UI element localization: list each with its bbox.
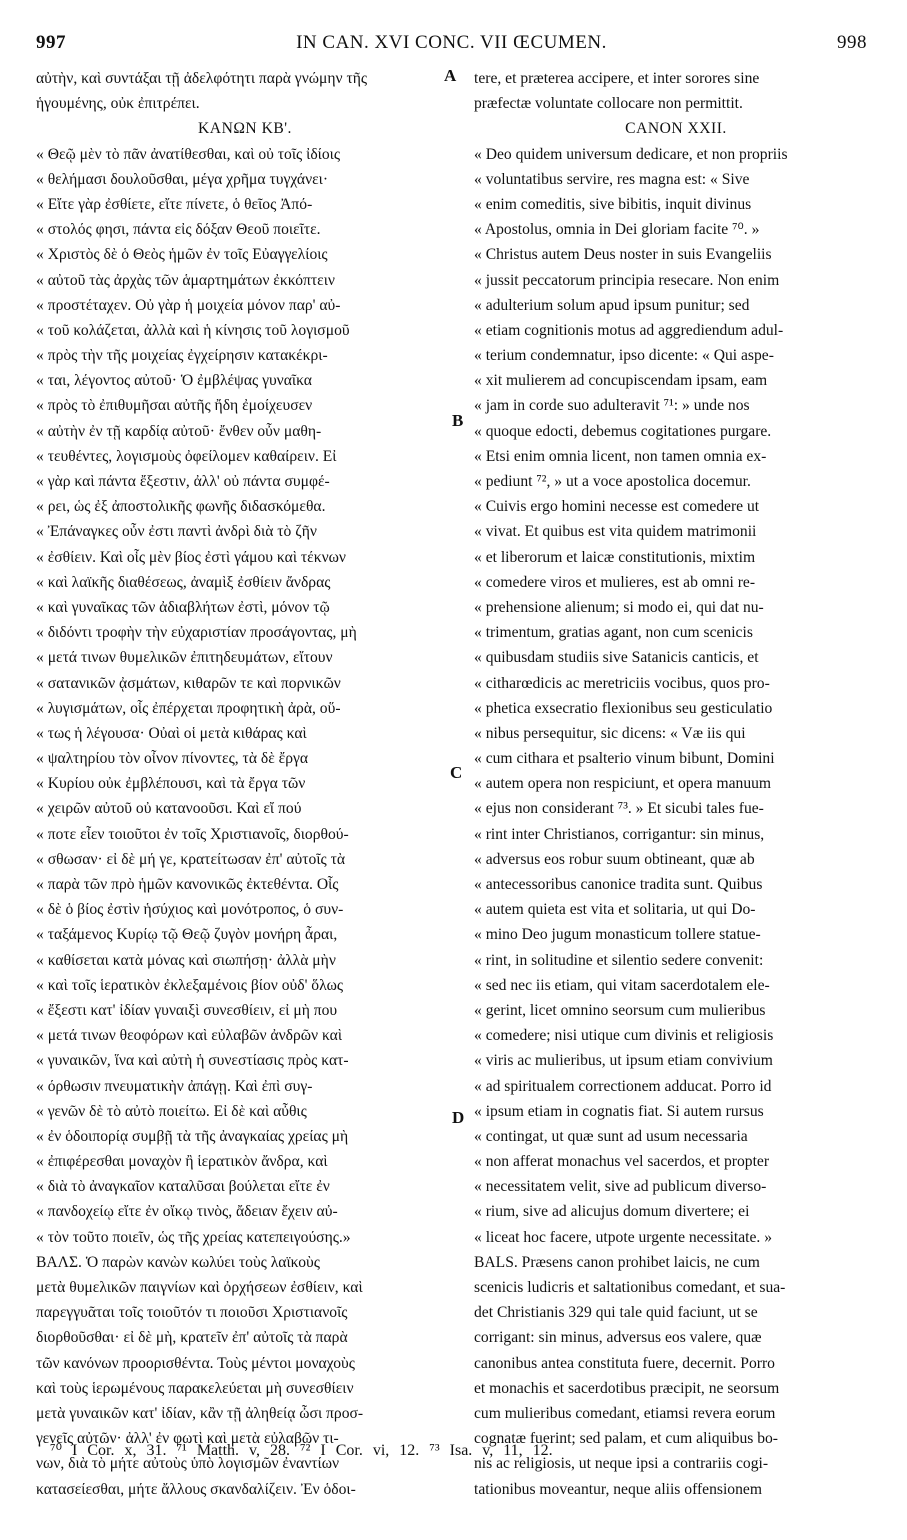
right-text-line: « rium, sive ad alicujus domum divertere; ei [474,1203,750,1221]
right-text-line: « quoque edocti, debemus cogitationes purgare. [474,422,772,440]
right-text-line: det Christianis 329 qui tale quid faciunt, ut se [474,1304,758,1322]
right-text-line: « contingat, ut quæ sunt ad usum necessaria [474,1127,748,1145]
left-text-line: καὶ τοὺς ἱερωμένους παρακελεύεται μὴ συνεσθίειν [36,1379,354,1397]
left-text-line: « μετά τινων θεοφόρων καὶ εὐλαβῶν ἀνδρῶν καὶ [36,1027,343,1045]
right-text-line: « adversus eos robur suum obtineant, quæ ab [474,850,755,868]
right-text-line: « comedere; nisi utique cum divinis et religiosis [474,1027,774,1045]
left-text-line: « σατανικῶν ᾀσμάτων, κιθαρῶν τε καὶ πορνικῶν [36,674,341,692]
right-canon-heading: CANON XXII. [625,120,727,138]
left-text-line: « καθίσεται κατὰ μόνας καὶ σιωπήσῃ· ἀλλὰ μὴν [36,951,336,969]
right-text-line: « mino Deo jugum monasticum tollere statue- [474,926,761,944]
left-text-line: « τευθέντες, λογισμοὺς ὀφείλομεν καθαίρειν. Εἰ [36,447,337,465]
right-text-line: « autem opera non respiciunt, et opera manuum [474,775,772,793]
right-text-line: « jussit peccatorum principia resecare. Non enim [474,271,780,289]
left-text-line: « τοῦ κολάζεται, ἀλλὰ καὶ ἡ κίνησις τοῦ λογισμοῦ [36,321,350,339]
page-number-left: 997 [36,32,66,53]
left-text-line: « Κυρίου οὐκ ἐμβλέπουσι, καὶ τὰ ἔργα τῶν [36,775,306,793]
left-text-line: « λυγισμάτων, οἷς ἐπέρχεται προφητικὴ ἀρὰ, οὕ- [36,699,341,717]
right-text-line: tere, et præterea accipere, et inter sorores sine [474,70,760,87]
left-text-line: ΒΑΛΣ. Ὁ παρὼν κανὼν κωλύει τοὺς λαϊκοὺς [36,1253,320,1271]
right-text-line: « quibusdam studiis sive Satanicis canticis, et [474,649,759,667]
margin-letter-c: C [450,763,463,782]
left-text-line: αὐτὴν, καὶ συντάξαι τῇ ἀδελφότητι παρὰ γνώμην τῆς [36,70,368,87]
right-text-line: « adulterium solum apud ipsum punitur; sed [474,296,750,314]
right-text-line: « Christus autem Deus noster in suis Evangeliis [474,246,772,264]
right-text-line: « ipsum etiam in cognatis fiat. Si autem rursus [474,1102,764,1120]
right-text-line: « rint, in solitudine et silentio sedere convenit: [474,951,764,969]
right-text-line: « Deo quidem universum dedicare, et non propriis [474,145,788,163]
right-text-line: « Apostolus, omnia in Dei gloriam facite ⁷⁰. » [474,221,760,239]
left-text-line: « καὶ τοῖς ἱερατικὸν ἐκλεξαμένοις βίον οὐδ' ὅλως [36,976,344,994]
left-text-line: « διὰ τὸ ἀναγκαῖον καταλῦσαι βούλεται εἴτε ἐν [36,1178,330,1196]
left-text-line: « ψαλτηρίου τὸν οἶνον πίνοντες, τὰ δὲ ἔργα [36,750,309,768]
right-text-line: « citharœdicis ac meretriciis vocibus, quos pro- [474,674,770,692]
running-title: IN CAN. XVI CONC. VII ŒCUMEN. [296,32,607,53]
left-text-line: « γυναικῶν, ἵνα καὶ αὐτὴ ἡ συνεστίασις πρὸς κατ- [36,1052,349,1070]
right-text-line: « ejus non considerant ⁷³. » Et sicubi tales fue- [474,800,764,818]
left-text-line: ἡγουμένης, οὐκ ἐπιτρέπει. [36,95,200,113]
left-text-line: κατασείεσθαι, μήτε ἄλλους σκανδαλίζειν. Ἐν ὁδοι- [36,1480,356,1498]
right-text-line: « Etsi enim omnia licent, non tamen omnia ex- [474,447,767,465]
left-text-line: « ται, λέγοντος αὐτοῦ· Ὁ ἐμβλέψας γυναῖκα [36,372,312,390]
left-text-line: μετὰ θυμελικῶν παιγνίων καὶ ὀρχήσεων ἐσθίειν, καὶ [36,1279,363,1296]
right-text-line: « etiam cognitionis motus ad aggrediendum adul- [474,321,784,339]
right-text-line: nis ac religiosis, ut neque ipsi a contrariis cogi- [474,1455,769,1473]
running-header [36,32,867,58]
right-text-line: « jam in corde suo adulteravit ⁷¹: » unde nos [474,397,750,415]
left-text-line: μετὰ γυναικῶν κατ' ἰδίαν, κἂν τῇ ἀληθείᾳ ὦσι προσ- [36,1404,364,1422]
latin-column [474,66,878,1502]
right-text-line: « liceat hoc facere, utpote urgente necessitate. » [474,1228,773,1246]
page-number-right: 998 [837,32,867,53]
greek-column [36,66,457,1502]
right-text-line: « ad spiritualem correctionem adducat. Porro id [474,1077,772,1095]
right-text-line: « gerint, licet omnino seorsum cum mulieribus [474,1001,766,1019]
right-text-line: « rint inter Christianos, corrigantur: sin minus, [474,825,765,843]
margin-letter-b: B [452,411,464,430]
left-text-line: τῶν κανόνων προορισθέντα. Τοὺς μέντοι μοναχοὺς [36,1354,355,1372]
right-text-line: « non afferat monachus vel sacerdos, et propter [474,1153,770,1171]
right-text-line: « autem quieta est vita et solitaria, ut qui Do- [474,901,756,919]
left-text-line: γενεῖς αὐτῶν· ἀλλ' ἐν φωτὶ καὶ μετὰ εὐλαβῶν τι- [36,1430,339,1448]
left-text-line: « προστέταχεν. Οὐ γὰρ ἡ μοιχεία μόνον παρ' αὐ- [36,296,341,314]
right-text-line: « pediunt ⁷², » ut a voce apostolica docemur. [474,473,751,490]
left-text-line: « σθωσαν· εἰ δὲ μή γε, κρατείτωσαν ἐπ' αὐτοῖς τὰ [36,850,346,868]
margin-letter-d: D [452,1108,465,1127]
left-text-line: « ἐσθίειν. Καὶ οἷς μὲν βίος ἐστὶ γάμου καὶ τέκνων [36,548,346,566]
right-text-line: cum mulieribus comedant, etiamsi revera eorum [474,1404,776,1422]
right-text-line: « enim comeditis, sive bibitis, inquit divinus [474,195,752,213]
left-text-line: « ἐπιφέρεσθαι μοναχὸν ἢ ἱερατικὸν ἄνδρα, καὶ [36,1153,328,1171]
right-text-line: cognatæ fuerint; sed palam, et cum aliquibus bo- [474,1430,779,1448]
left-text-line: « γενῶν δὲ τὸ αὐτὸ ποιείτω. Εἰ δὲ καὶ αὖθις [36,1102,307,1120]
right-text-line: « cum cithara et psalterio vinum bibunt, Domini [474,750,775,768]
left-text-line: « ποτε εἶεν τοιοῦτοι ἐν τοῖς Χριστιανοῖς, διορθού- [36,825,349,843]
right-text-line: « voluntatibus servire, res magna est: « Sive [474,170,750,188]
left-text-line: « Εἴτε γὰρ ἐσθίετε, εἴτε πίνετε, ὁ θεῖος Ἀπό- [36,195,313,213]
right-text-line: « antecessoribus canonice tradita sunt. Quibus [474,876,763,893]
left-text-line: « μετά τινων θυμελικῶν ἐπιτηδευμάτων, εἴτουν [36,649,333,667]
margin-letter-a: A [444,66,457,85]
right-text-line: canonibus antea constituta fuere, decernit. Porro [474,1354,775,1372]
right-text-line: tationibus moveantur, neque aliis offensionem [474,1480,762,1498]
left-text-line: « τως ἡ λέγουσα· Οὐαὶ οἱ μετὰ κιθάρας καὶ [36,724,307,742]
right-text-line: « sed nec iis etiam, qui vitam sacerdotalem ele- [474,976,770,994]
right-text-line: et monachis et sacerdotibus præcipit, ne seorsum [474,1379,780,1397]
left-text-line: « χειρῶν αὐτοῦ οὐ κατανοοῦσι. Καὶ εἴ πού [36,800,302,818]
left-text-line: « πρὸς τὴν τῆς μοιχείας ἐγχείρησιν κατακέκρι- [36,347,328,365]
left-text-line: « θελήμασι δουλοῦσθαι, μέγα χρῆμα τυγχάνει· [36,170,329,188]
left-text-line: « Χριστὸς δὲ ὁ Θεὸς ἡμῶν ἐν τοῖς Εὐαγγελίοις [36,246,328,264]
left-text-line: « καὶ γυναῖκας τῶν ἀδιαβλήτων ἐστὶ, μόνον τῷ [36,598,330,616]
left-text-line: « αὐτὴν ἐν τῇ καρδίᾳ αὐτοῦ· ἔνθεν οὖν μαθη- [36,422,322,440]
left-text-line: « τὸν τοῦτο ποιεῖν, ὡς τῆς χρείας κατεπειγούσης.» [36,1228,351,1246]
right-text-line: « terium condemnatur, ipso dicente: « Qui aspe- [474,347,774,365]
footnotes: ⁷⁰ I Cor. x, 31. ⁷¹ Matth. v, 28. ⁷² I Cor. vi, 12. ⁷³ Isa. v, 11, 12. [50,1442,553,1459]
right-text-line: « phetica exsecratio flexionibus seu gesticulatio [474,699,773,717]
right-text-line: BALS. Præsens canon prohibet laicis, ne cum [474,1253,760,1271]
right-text-line: « viris ac mulieribus, ut ipsum etiam convivium [474,1052,773,1070]
right-text-line: « necessitatem velit, sive ad publicum diverso- [474,1178,767,1196]
left-text-line: παρεγγυᾶται τοῖς τοιοῦτόν τι ποιοῦσι Χριστιανοῖς [36,1304,348,1322]
left-text-line: « δὲ ὁ βίος ἐστὶν ἡσύχιος καὶ μονότροπος, ὁ συν- [36,901,344,919]
left-text-line: « πανδοχείῳ εἴτε ἐν οἴκῳ τινὸς, ἄδειαν ἔχειν αὐ- [36,1203,338,1221]
left-text-line: « όρθωσιν πνευματικὴν ἀπάγῃ. Καὶ ἐπὶ συγ- [36,1077,313,1095]
left-text-line: « γὰρ καὶ πάντα ἔξεστιν, ἀλλ' οὐ πάντα συμφέ- [36,473,330,490]
right-text-line: « trimentum, gratias agant, non cum scenicis [474,624,753,642]
left-text-line: « ταξάμενος Κυρίῳ τῷ Θεῷ ζυγὸν μονήρη ἆραι, [36,926,338,944]
right-text-line: « vivat. Et quibus est vita quidem matrimonii [474,523,757,541]
left-text-line: « πρὸς τὸ ἐπιθυμῆσαι αὐτῆς ἤδη ἐμοίχευσεν [36,397,313,415]
right-text-line: corrigant: sin minus, adversus eos valere, quæ [474,1329,762,1347]
right-text-line: « Cuivis ergo homini necesse est comedere ut [474,498,760,516]
right-text-line: « et liberorum et laicæ constitutionis, mixtim [474,548,756,566]
right-text-line: « prehensione alienum; si modo ei, qui dat nu- [474,598,764,616]
right-text-line: « comedere viros et mulieres, est ab omni re- [474,573,756,591]
left-text-line: « ἐν ὁδοιπορίᾳ συμβῇ τὰ τῆς ἀναγκαίας χρείας μὴ [36,1127,349,1145]
right-text-line: « nibus persequitur, sic dicens: « Væ iis qui [474,724,746,742]
right-text-line: « xit mulierem ad concupiscendam ipsam, eam [474,372,768,390]
left-text-line: « στολός φησι, πάντα εἰς δόξαν Θεοῦ ποιεῖτε. [36,221,321,239]
left-text-line: « ρει, ὡς ἐξ ἀποστολικῆς φωνῆς διδασκόμεθα. [36,498,326,516]
left-canon-heading: ΚΑΝΩΝ ΚΒ'. [198,120,292,138]
left-text-line: « αὐτοῦ τὰς ἀρχὰς τῶν ἁμαρτημάτων ἐκκόπτειν [36,271,335,289]
right-text-line: præfectæ voluntate collocare non permittit. [474,95,743,113]
left-text-line: « Ἐπάναγκες οὖν ἐστι παντὶ ἀνδρὶ διὰ τὸ ζῆν [36,523,317,541]
left-text-line: « παρὰ τῶν πρὸ ἡμῶν κανονικῶς ἐκτεθέντα. Οἷς [36,876,339,893]
left-text-line: « διδόντι τροφὴν τὴν εὐχαριστίαν προσάγοντας, μὴ [36,624,357,642]
left-text-line: « καὶ λαϊκῆς διαθέσεως, ἀναμὶξ ἐσθίειν ἄνδρας [36,573,331,591]
left-text-line: « ἔξεστι κατ' ἰδίαν γυναιξὶ συνεσθίειν, εἰ μὴ που [36,1001,338,1019]
left-text-line: νων, διὰ τὸ μήτε αὐτοὺς ὑπὸ λογισμῶν ἐναντίων [36,1455,340,1473]
left-text-line: διορθοῦσθαι· εἰ δὲ μὴ, κρατεῖν ἐπ' αὐτοῖς τὰ παρὰ [36,1329,348,1347]
right-text-line: scenicis ludicris et saltationibus comedant, et sua- [474,1279,786,1296]
left-text-line: « Θεῷ μὲν τὸ πᾶν ἀνατίθεσθαι, καὶ οὐ τοῖς ἰδίοις [36,145,341,163]
